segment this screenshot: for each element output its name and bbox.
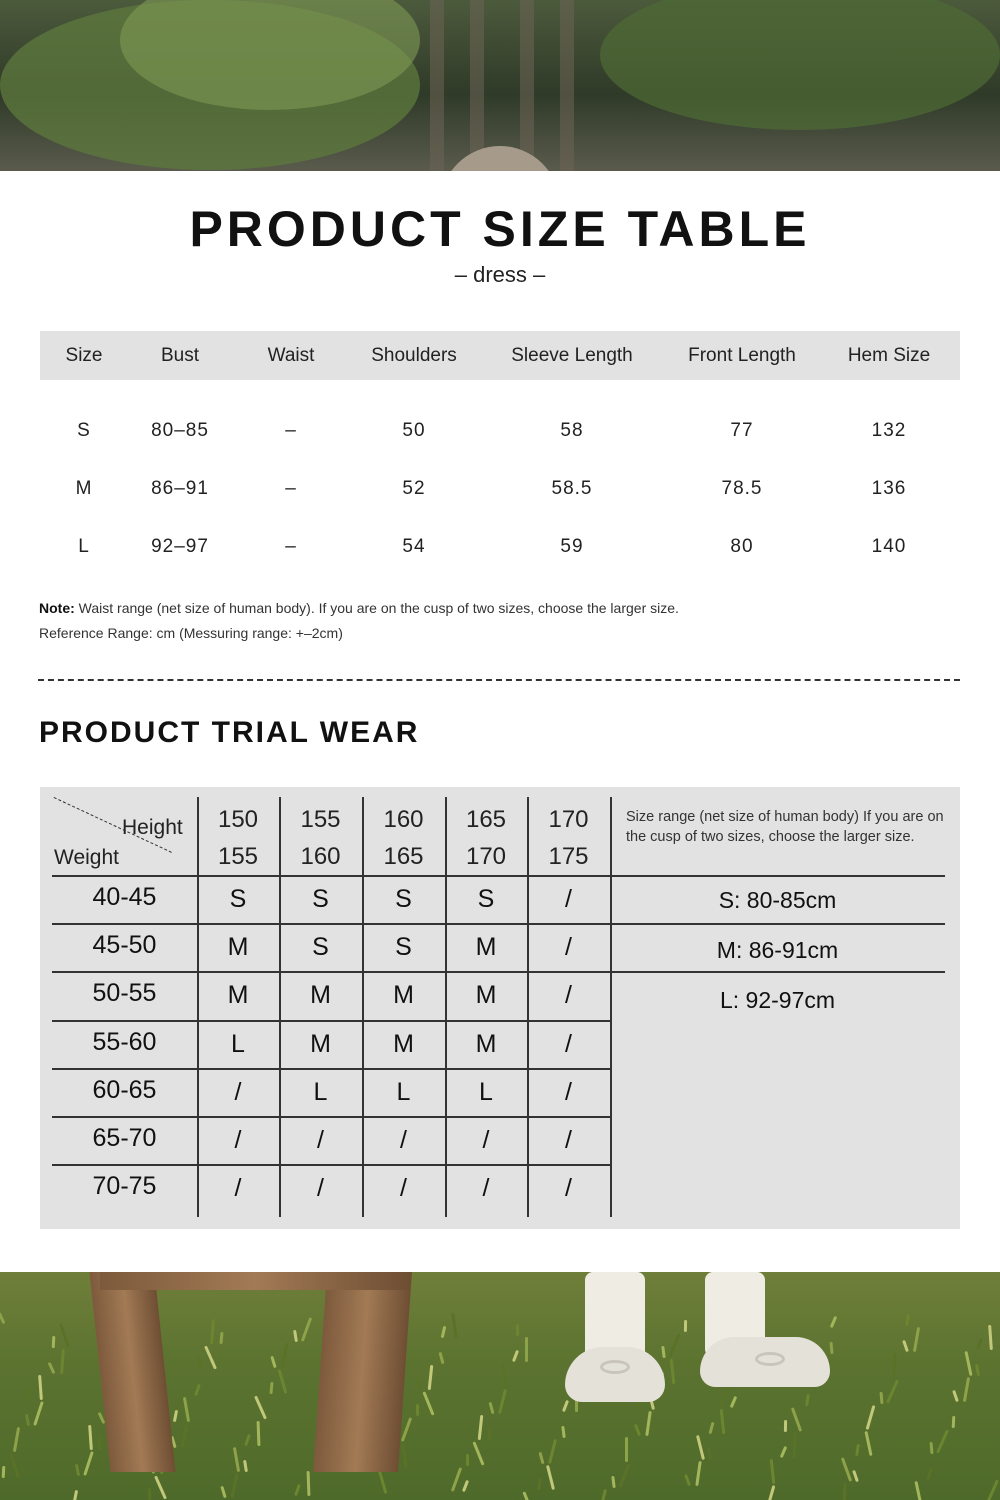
grid-hline bbox=[52, 971, 610, 973]
grass-blade bbox=[780, 1446, 787, 1458]
grid-hline bbox=[52, 1068, 610, 1070]
size-cell: S bbox=[229, 885, 247, 913]
grass-blade bbox=[462, 1480, 469, 1492]
height-header bbox=[197, 801, 279, 875]
grass-blade bbox=[38, 1375, 43, 1400]
grass-blade bbox=[766, 1485, 776, 1500]
grass-blade bbox=[210, 1319, 215, 1344]
grass-blade bbox=[52, 1336, 56, 1348]
note-line-2: Reference Range: cm (Messuring range: +–2cm) bbox=[39, 625, 343, 641]
height-header bbox=[279, 801, 362, 875]
size-table bbox=[40, 331, 960, 576]
grass-blade bbox=[522, 1491, 534, 1500]
header-cell: Waist bbox=[267, 344, 315, 366]
grass-blade bbox=[307, 1471, 311, 1496]
height-from: 170 bbox=[548, 806, 589, 833]
table-cell: 59 bbox=[560, 536, 584, 557]
size-cell: / bbox=[234, 1174, 242, 1203]
grid-hline bbox=[52, 1116, 610, 1118]
page-title: PRODUCT SIZE TABLE bbox=[189, 201, 811, 257]
grass-blade bbox=[498, 1389, 507, 1414]
size-cell: S bbox=[395, 885, 412, 913]
stool-leg bbox=[313, 1272, 412, 1472]
grass-blade bbox=[451, 1313, 457, 1338]
grid-hline bbox=[52, 923, 610, 925]
header-cell: Sleeve Length bbox=[511, 344, 633, 366]
grass-blade bbox=[233, 1447, 240, 1472]
grass-blade bbox=[441, 1326, 447, 1338]
table-cell: 54 bbox=[402, 536, 426, 557]
header-cell: Front Length bbox=[688, 344, 796, 366]
bottom-photo bbox=[0, 1272, 1000, 1500]
grass-blade bbox=[645, 1411, 651, 1436]
table-cell: 58.5 bbox=[551, 478, 593, 499]
grass-blade bbox=[879, 1392, 883, 1404]
top-photo bbox=[0, 0, 1000, 171]
grass-blade bbox=[696, 1435, 705, 1460]
grass-blade bbox=[988, 1325, 993, 1350]
height-to: 175 bbox=[548, 843, 589, 870]
grass-blade bbox=[478, 1415, 484, 1440]
grass-blade bbox=[830, 1316, 837, 1328]
grass-blade bbox=[401, 1417, 412, 1442]
grass-blade bbox=[770, 1459, 776, 1484]
grass-blade bbox=[487, 1428, 491, 1440]
grass-blade bbox=[793, 1433, 797, 1458]
grass-blade bbox=[952, 1416, 956, 1428]
fence-post bbox=[430, 0, 444, 171]
grass-blade bbox=[684, 1474, 691, 1486]
grass-blade bbox=[254, 1395, 267, 1419]
grass-blade bbox=[26, 1388, 32, 1400]
table-cell: 86–91 bbox=[151, 478, 209, 499]
note-label: Note: bbox=[39, 600, 75, 616]
grass-blade bbox=[59, 1323, 70, 1348]
size-table-header bbox=[40, 331, 960, 380]
trial-title: PRODUCT TRIAL WEAR bbox=[39, 716, 420, 749]
grass-blade bbox=[13, 1427, 20, 1452]
grass-blade bbox=[220, 1486, 226, 1498]
grass-blade bbox=[451, 1467, 462, 1492]
grass-blade bbox=[538, 1452, 544, 1464]
fence-post bbox=[560, 0, 574, 171]
size-cell: / bbox=[565, 1029, 572, 1058]
grass-blade bbox=[905, 1314, 910, 1326]
stool-leg bbox=[89, 1272, 175, 1472]
grass-blade bbox=[852, 1470, 859, 1482]
size-cell: M bbox=[310, 1029, 331, 1058]
height-header bbox=[362, 801, 445, 875]
size-cell: L bbox=[396, 1077, 411, 1106]
size-cell: S bbox=[312, 885, 329, 913]
height-to: 160 bbox=[300, 843, 341, 870]
grass-blade bbox=[784, 1420, 787, 1432]
grass-blade bbox=[25, 1414, 30, 1426]
stool-rail bbox=[100, 1272, 410, 1290]
grass-blade bbox=[501, 1363, 507, 1388]
range-m: M: 86-91cm bbox=[716, 937, 839, 963]
grass-blade bbox=[301, 1317, 312, 1342]
grass-blade bbox=[270, 1356, 276, 1368]
grass-blade bbox=[219, 1332, 223, 1344]
grass-blade bbox=[668, 1333, 680, 1357]
table-cell: 92–97 bbox=[151, 536, 209, 557]
grass-blade bbox=[546, 1465, 555, 1490]
weight-label: 65-70 bbox=[92, 1124, 157, 1152]
size-cell: M bbox=[393, 981, 414, 1010]
size-cell: / bbox=[565, 933, 572, 962]
weight-label: 70-75 bbox=[92, 1172, 157, 1201]
size-cell: L bbox=[231, 1029, 245, 1058]
grass-blade bbox=[183, 1397, 190, 1422]
grass-blade bbox=[963, 1377, 970, 1402]
header-cell: Size bbox=[65, 344, 103, 366]
grass-blade bbox=[516, 1324, 519, 1336]
grass-blade bbox=[548, 1439, 557, 1464]
note-text: Waist range (net size of human body). If you are on the cusp of two sizes, choose the larger size. bbox=[74, 600, 679, 616]
weight-label: 55-60 bbox=[92, 1027, 157, 1056]
grass-blade bbox=[488, 1402, 494, 1414]
grass-blade bbox=[154, 1475, 167, 1499]
grass-blade bbox=[73, 1490, 78, 1500]
table-cell: 140 bbox=[871, 536, 907, 557]
fence-post bbox=[520, 0, 534, 171]
table-cell: – bbox=[285, 536, 297, 557]
grass-blade bbox=[148, 1488, 152, 1500]
grass-blade bbox=[707, 1448, 713, 1460]
grass-blade bbox=[401, 1443, 407, 1468]
grid-hline bbox=[52, 1020, 610, 1022]
fence-post bbox=[470, 0, 484, 171]
size-cell: S bbox=[395, 933, 412, 962]
grass-blade bbox=[975, 1364, 980, 1376]
size-cell: M bbox=[227, 981, 249, 1010]
grass-blade bbox=[855, 1444, 860, 1456]
table-cell: 80–85 bbox=[151, 420, 209, 441]
grass-blade bbox=[695, 1461, 701, 1486]
grass-blade bbox=[561, 1426, 565, 1438]
table-cell: 132 bbox=[871, 420, 907, 441]
grass-blade bbox=[562, 1400, 569, 1412]
section-divider bbox=[38, 679, 960, 681]
grass-blade bbox=[194, 1384, 201, 1396]
grass-blade bbox=[936, 1429, 949, 1453]
table-cell: 80 bbox=[730, 536, 754, 557]
table-cell: 52 bbox=[402, 478, 426, 499]
grass-blade bbox=[293, 1330, 298, 1342]
header-cell: Shoulders bbox=[371, 344, 457, 366]
grass-blade bbox=[294, 1484, 301, 1496]
page-subtitle: – dress – bbox=[454, 262, 546, 287]
range-l: L: 92-97cm bbox=[719, 987, 836, 1013]
grass-blade bbox=[805, 1394, 810, 1406]
size-cell: / bbox=[565, 981, 572, 1010]
height-header bbox=[527, 801, 610, 875]
grass-blade bbox=[902, 1340, 909, 1352]
table-cell: L bbox=[78, 536, 90, 557]
height-from: 165 bbox=[465, 806, 507, 833]
grass-blade bbox=[618, 1463, 630, 1487]
grass-blade bbox=[730, 1396, 737, 1408]
grass-blade bbox=[952, 1390, 959, 1402]
height-from: 160 bbox=[383, 806, 424, 833]
size-cell: M bbox=[475, 1029, 497, 1058]
weight-label: 60-65 bbox=[92, 1075, 157, 1104]
grass-blade bbox=[537, 1478, 541, 1490]
grass-blade bbox=[625, 1437, 628, 1462]
grass-blade bbox=[75, 1464, 80, 1476]
grass-blade bbox=[525, 1337, 528, 1362]
height-from: 155 bbox=[300, 806, 341, 833]
size-cell: / bbox=[234, 1126, 242, 1154]
grass-blade bbox=[864, 1431, 872, 1456]
size-cell: M bbox=[393, 1029, 414, 1058]
grass-blade bbox=[243, 1460, 248, 1472]
grass-blade bbox=[83, 1451, 94, 1476]
grass-blade bbox=[9, 1453, 20, 1478]
size-cell: / bbox=[234, 1077, 242, 1106]
shoe-bow bbox=[600, 1360, 630, 1374]
size-cell: / bbox=[317, 1174, 324, 1203]
grass-blade bbox=[230, 1473, 238, 1498]
grass-blade bbox=[428, 1365, 434, 1390]
foliage bbox=[600, 0, 1000, 130]
height-to: 155 bbox=[217, 843, 259, 870]
grid-hline bbox=[52, 1164, 610, 1166]
grass-blade bbox=[280, 1343, 288, 1368]
height-axis-label: Height bbox=[122, 816, 183, 839]
grass-blade bbox=[416, 1378, 423, 1390]
size-cell: M bbox=[310, 981, 331, 1010]
grass-blade bbox=[98, 1438, 102, 1450]
size-cell: / bbox=[400, 1174, 407, 1203]
grass-blade bbox=[914, 1481, 922, 1500]
grass-blade bbox=[0, 1312, 5, 1324]
size-cell: / bbox=[565, 1174, 572, 1203]
table-cell: 77 bbox=[730, 420, 754, 441]
grass-blade bbox=[670, 1359, 676, 1384]
size-note bbox=[39, 596, 679, 646]
grass-blade bbox=[926, 1468, 932, 1480]
size-cell: / bbox=[565, 885, 572, 913]
table-row bbox=[40, 460, 960, 518]
table-cell: 136 bbox=[871, 478, 907, 499]
grass-blade bbox=[269, 1382, 273, 1394]
shoe bbox=[565, 1347, 665, 1402]
grass-blade bbox=[829, 1342, 833, 1354]
note-line-1 bbox=[39, 596, 679, 621]
grass-blade bbox=[88, 1425, 93, 1450]
grass-blade bbox=[466, 1454, 469, 1466]
grass-blade bbox=[791, 1407, 802, 1432]
grass-blade bbox=[257, 1421, 261, 1446]
size-cell: M bbox=[227, 933, 249, 962]
grass-blade bbox=[198, 1358, 202, 1370]
grass-blade bbox=[416, 1404, 419, 1416]
grass-blade bbox=[913, 1327, 920, 1352]
grass-blade bbox=[33, 1401, 44, 1426]
grass-blade bbox=[684, 1320, 687, 1332]
size-cell: S bbox=[477, 885, 495, 913]
size-cell: S bbox=[312, 933, 329, 962]
weight-label: 40-45 bbox=[92, 883, 157, 911]
size-cell: L bbox=[313, 1077, 328, 1106]
size-cell: / bbox=[565, 1126, 572, 1154]
weight-label: 50-55 bbox=[92, 979, 157, 1008]
table-cell: – bbox=[285, 478, 297, 499]
grass-blade bbox=[204, 1345, 217, 1369]
grass-blade bbox=[598, 1489, 607, 1500]
grass-blade bbox=[438, 1352, 444, 1364]
grass-blade bbox=[886, 1379, 899, 1403]
height-header bbox=[445, 801, 527, 875]
grass-blade bbox=[929, 1442, 933, 1454]
model-head bbox=[440, 146, 560, 171]
range-note: Size range (net size of human body) If you are on the cusp of two sizes, choose the larger size. bbox=[626, 809, 944, 845]
shoe-bow bbox=[755, 1352, 785, 1366]
range-hline bbox=[610, 923, 945, 925]
grid-hline bbox=[52, 875, 610, 877]
range-hline bbox=[610, 875, 945, 877]
trial-table bbox=[40, 787, 960, 1229]
height-from: 150 bbox=[217, 806, 259, 833]
table-cell: 58 bbox=[560, 420, 584, 441]
grass-blade bbox=[48, 1362, 56, 1374]
grass-blade bbox=[244, 1434, 251, 1446]
grass-blade bbox=[893, 1353, 897, 1378]
range-hline bbox=[610, 971, 945, 973]
grass-blade bbox=[976, 1338, 982, 1350]
header-cell: Bust bbox=[160, 344, 200, 366]
size-cell: M bbox=[475, 933, 497, 962]
grass-blade bbox=[512, 1350, 519, 1362]
grass-blade bbox=[843, 1483, 847, 1500]
grass-blade bbox=[2, 1466, 6, 1478]
grass-blade bbox=[173, 1410, 178, 1422]
size-cell: / bbox=[482, 1174, 490, 1203]
height-to: 170 bbox=[465, 843, 507, 870]
grass-blade bbox=[661, 1346, 665, 1358]
size-cell: / bbox=[565, 1077, 572, 1106]
table-cell: M bbox=[75, 478, 93, 499]
weight-label: 45-50 bbox=[92, 931, 157, 960]
grass-blade bbox=[180, 1423, 188, 1448]
grass-blade bbox=[378, 1469, 388, 1494]
range-s: S: 80-85cm bbox=[718, 887, 837, 913]
grass-blade bbox=[964, 1351, 972, 1376]
table-cell: S bbox=[77, 420, 91, 441]
grass-blade bbox=[720, 1409, 726, 1434]
size-cell: M bbox=[475, 981, 497, 1010]
size-cell: / bbox=[317, 1126, 324, 1154]
grass-blade bbox=[866, 1405, 876, 1430]
grass-blade bbox=[60, 1349, 65, 1374]
table-row bbox=[40, 518, 960, 576]
header-cell: Hem Size bbox=[847, 344, 931, 366]
table-row bbox=[40, 402, 960, 460]
table-cell: 50 bbox=[402, 420, 426, 441]
grass-blade bbox=[841, 1457, 852, 1482]
grass-blade bbox=[708, 1422, 714, 1434]
weight-axis-label: Weight bbox=[54, 846, 119, 869]
size-cell: L bbox=[479, 1077, 493, 1106]
height-to: 165 bbox=[383, 843, 424, 870]
grass-blade bbox=[986, 1479, 999, 1500]
table-cell: 78.5 bbox=[721, 478, 763, 499]
grass-blade bbox=[278, 1369, 288, 1394]
grass-blade bbox=[611, 1476, 615, 1488]
size-cell: / bbox=[400, 1126, 407, 1154]
grass-blade bbox=[634, 1424, 641, 1436]
grass-blade bbox=[472, 1441, 484, 1465]
grass-blade bbox=[422, 1391, 434, 1415]
table-cell: – bbox=[285, 420, 297, 441]
size-cell: / bbox=[482, 1126, 490, 1154]
